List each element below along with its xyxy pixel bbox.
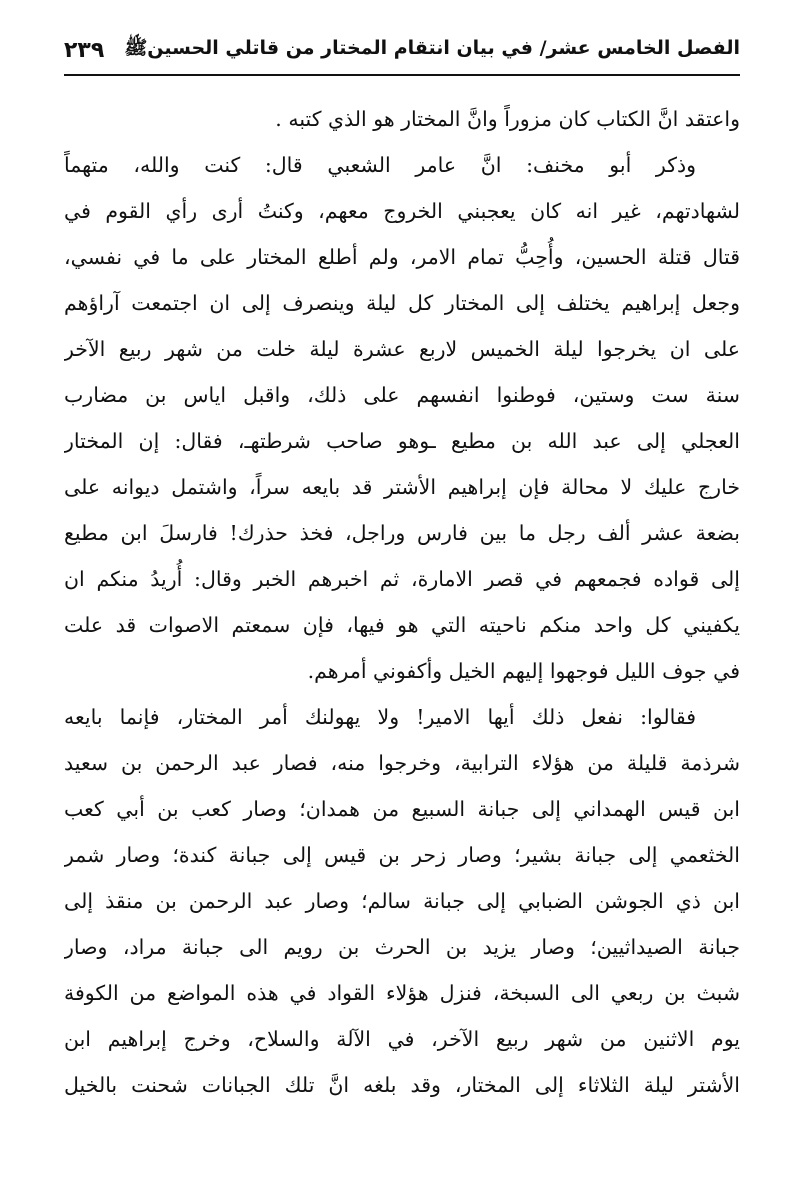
text-line: لشهادتهم، غير انه كان يعجبني الخروج معهم، وكنتُ أرى رأي القوم في — [64, 199, 740, 223]
text-line: قتال قتلة الحسين، وأُحِبُّ تمام الامر، ولم أطلع المختار على ما في نفسي، — [64, 245, 740, 269]
text-line: يوم الاثنين من شهر ربيع الآخر، في الآلة والسلاح، وخرج إبراهيم ابن — [64, 1027, 740, 1051]
text-line: ابن ذي الجوشن الضبابي إلى جبانة سالم؛ وصار عبد الرحمن بن منقذ إلى — [64, 889, 740, 913]
text-line: خارج عليك لا محالة فإن إبراهيم الأشتر قد بايعه سراً، واشتمل ديوانه على — [64, 475, 740, 499]
running-title: الفصل الخامس عشر/ في بيان انتقام المختار من قاتلي الحسينﷺ — [124, 37, 740, 59]
text-line: شرذمة قليلة من هؤلاء الترابية، وخرجوا منه، فصار عبد الرحمن بن سعيد — [64, 751, 740, 775]
body-text — [64, 96, 740, 1108]
text-line: وذكر أبو مخنف: انَّ عامر الشعبي قال: كنت والله، متهماً — [64, 153, 696, 177]
header-rule — [64, 74, 740, 76]
page-header — [64, 30, 740, 70]
text-line: الخثعمي إلى جبانة بشير؛ وصار زحر بن قيس إلى جبانة كندة؛ وصار شمر — [64, 843, 740, 867]
text-line: الأشتر ليلة الثلاثاء إلى المختار، وقد بلغه انَّ تلك الجبانات شحنت بالخيل — [64, 1073, 740, 1097]
text-line: العجلي إلى عبد الله بن مطيع ـوهو صاحب شرطتهـ، فقال: إن المختار — [64, 429, 740, 453]
text-line: على ان يخرجوا ليلة الخميس لاربع عشرة ليلة خلت من شهر ربيع الآخر — [64, 337, 740, 361]
text-line: ابن قيس الهمداني إلى جبانة السبيع من همدان؛ وصار كعب بن أبي كعب — [64, 797, 740, 821]
text-line: يكفيني كل واحد منكم ناحيته التي هو فيها، فإن سمعتم الاصوات قد علت — [64, 613, 740, 637]
text-line: سنة ست وستين، فوطنوا انفسهم على ذلك، واقبل اياس بن مضارب — [64, 383, 740, 407]
text-line: فقالوا: نفعل ذلك أيها الامير! ولا يهولنك أمر المختار، فإنما بايعه — [64, 705, 696, 729]
text-line: إلى قواده فجمعهم في قصر الامارة، ثم اخبرهم الخبر وقال: أُريدُ منكم ان — [64, 567, 740, 591]
text-line: في جوف الليل فوجهوا إليهم الخيل وأكفوني أمرهم. — [307, 659, 740, 683]
text-line: شبث بن ربعي الى السبخة، فنزل هؤلاء القواد في هذه المواضع من الكوفة — [64, 981, 740, 1005]
text-line: وجعل إبراهيم يختلف إلى المختار كل ليلة وينصرف إلى ان اجتمعت آراؤهم — [64, 291, 740, 315]
text-line: بضعة عشر ألف رجل ما بين فارس وراجل، فخذ حذرك! فارسلَ ابن مطيع — [64, 521, 740, 545]
text-line: جبانة الصيداثيين؛ وصار يزيد بن الحرث بن رويم الى جبانة مراد، وصار — [64, 935, 740, 959]
text-line: واعتقد انَّ الكتاب كان مزوراً وانَّ المختار هو الذي كتبه . — [275, 107, 740, 131]
page-number: ٢٣٩ — [64, 37, 105, 63]
